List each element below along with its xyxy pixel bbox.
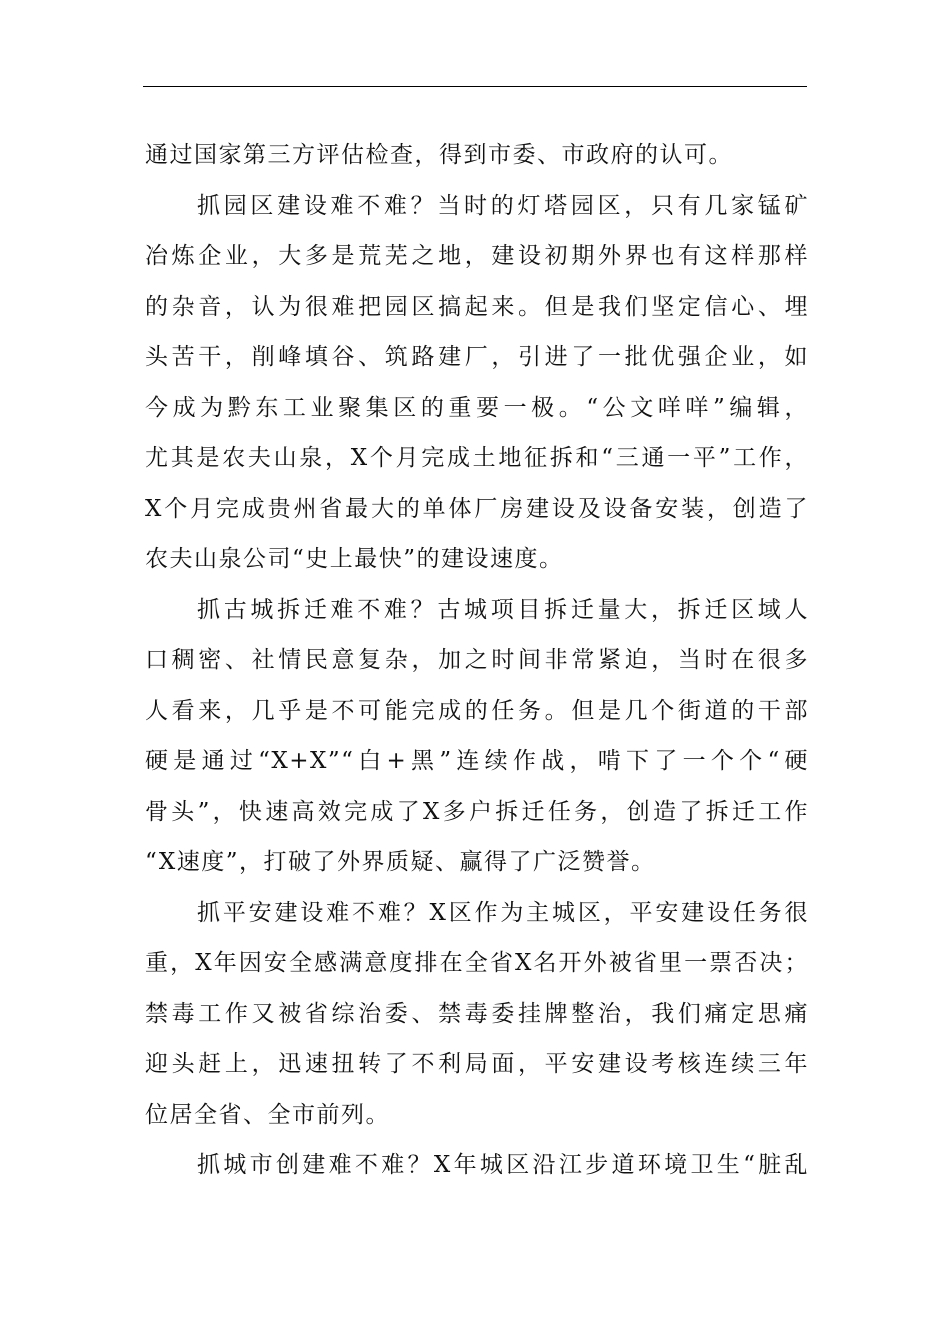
document-body: [145, 130, 809, 1191]
text-line: 硬是通过“X+X”“白+黑”连续作战，啃下了一个个“硬: [145, 748, 809, 774]
text-line: 禁毒工作又被省综治委、禁毒委挂牌整治，我们痛定思痛: [145, 1000, 809, 1027]
text-line: 头苦干，削峰填谷、筑路建厂，引进了一批优强企业，如: [145, 344, 809, 370]
text-line: 口稠密、社情民意复杂，加之时间非常紧迫，当时在很多: [145, 647, 809, 673]
text-line: 今成为黔东工业聚集区的重要一极。“公文咩咩”编辑，: [145, 394, 809, 421]
text-line: 的杂音，认为很难把园区搞起来。但是我们坚定信心、埋: [145, 293, 809, 320]
text-line: X个月完成贵州省最大的单体厂房建设及设备安装，创造了: [145, 495, 809, 522]
text-line: 迎头赶上，迅速扭转了不利局面，平安建设考核连续三年: [145, 1051, 809, 1077]
text-line: 尤其是农夫山泉，X个月完成土地征拆和“三通一平”工作，: [145, 445, 809, 471]
paragraph-start-line: 抓古城拆迁难不难？古城项目拆迁量大，拆迁区域人: [197, 596, 809, 623]
paragraph-start-line: 抓平安建设难不难？X区作为主城区，平安建设任务很: [197, 899, 809, 926]
text-line: 位居全省、全市前列。: [145, 1101, 390, 1128]
text-line: 冶炼企业，大多是荒芜之地，建设初期外界也有这样那样: [145, 243, 809, 269]
text-line: 农夫山泉公司“史上最快”的建设速度。: [145, 546, 564, 572]
text-line: “X速度”，打破了外界质疑、赢得了广泛赞誉。: [145, 849, 656, 875]
text-line: 通过国家第三方评估检查，得到市委、市政府的认可。: [145, 142, 733, 168]
text-line: 重，X年因安全感满意度排在全省X名开外被省里一票否决；: [145, 950, 809, 976]
header-rule: [143, 86, 807, 87]
paragraph-start-line: 抓城市创建难不难？X年城区沿江步道环境卫生“脏乱: [197, 1152, 809, 1178]
text-line: 人看来，几乎是不可能完成的任务。但是几个街道的干部: [145, 697, 809, 724]
text-line: 骨头”，快速高效完成了X多户拆迁任务，创造了拆迁工作: [145, 798, 809, 825]
paragraph-start-line: 抓园区建设难不难？当时的灯塔园区，只有几家锰矿: [197, 192, 809, 219]
